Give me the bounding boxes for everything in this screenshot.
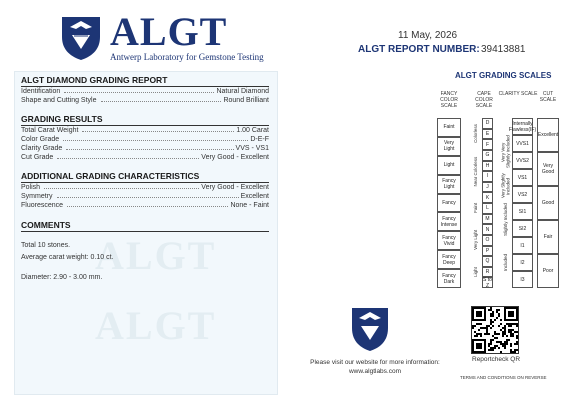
row-value: Natural Diamond (216, 88, 269, 95)
clarity-scale-header: CLARITY SCALE (498, 91, 538, 97)
cape-scale-cell: D (482, 118, 493, 129)
watermark-logo: ALGT (95, 233, 217, 278)
clarity-scale-cell: Internally Flawless(IF) (512, 118, 533, 135)
qr-code[interactable] (471, 306, 519, 354)
fancy-scale-cell: Fancy Intense (437, 212, 461, 231)
cape-scale-cell: E (482, 129, 493, 140)
terms-notice: TERMS AND CONDITIONS ON REVERSE (460, 375, 547, 380)
fancy-scale-cell: Faint (437, 118, 461, 137)
cape-scale-cell: K (482, 192, 493, 203)
additional-row (21, 202, 269, 209)
divider (21, 86, 269, 87)
website-link[interactable]: www.algtlabs.com (348, 368, 402, 375)
cape-scale-cell: P (482, 246, 493, 257)
fancy-scale-cell: Very Light (437, 137, 461, 156)
results-row (21, 136, 269, 143)
cape-scale-cell: J (482, 182, 493, 193)
row-label: Identification (21, 88, 61, 95)
results-row (21, 127, 269, 134)
cape-scale-cell: F (482, 139, 493, 150)
divider (21, 231, 269, 232)
row-value: VVS - VS1 (235, 145, 269, 152)
watermark-logo: ALGT (95, 303, 217, 348)
clarity-scale-cell: I1 (512, 237, 533, 254)
report-row (21, 88, 269, 95)
comment-line: Diameter: 2.90 - 3.00 mm. (21, 274, 103, 281)
scale-group-label: Light (473, 267, 478, 277)
brand-subtitle: Antwerp Laboratory for Gemstone Testing (110, 52, 264, 62)
report-number-label: ALGT REPORT NUMBER: (358, 44, 480, 55)
additional-row (21, 193, 269, 200)
algt-shield-logo (350, 306, 390, 352)
additional-title: ADDITIONAL GRADING CHARACTERISTICS (21, 171, 200, 181)
cape-scale-cell: M (482, 214, 493, 225)
clarity-scale-cell: VVS1 (512, 135, 533, 152)
row-label: Cut Grade (21, 154, 54, 161)
cape-scale-cell: Q (482, 256, 493, 267)
qr-label: Reportcheck QR (472, 356, 521, 363)
fancy-scale-cell: Fancy Vivid (437, 231, 461, 250)
scale-group-label: Included (503, 254, 508, 272)
results-row (21, 154, 269, 161)
grading-report-panel (14, 71, 278, 395)
cape-scale-cell: L (482, 203, 493, 214)
fancy-scale-cell: Fancy Deep (437, 250, 461, 269)
cape-scale-cell: O (482, 235, 493, 246)
row-label: Color Grade (21, 136, 60, 143)
divider (21, 182, 269, 183)
clarity-scale-cell: I3 (512, 271, 533, 288)
report-number: 39413881 (481, 44, 526, 55)
comment-line: Total 10 stones. (21, 242, 71, 249)
clarity-scale-cell: I2 (512, 254, 533, 271)
row-value: Very Good - Excellent (201, 184, 269, 191)
results-row (21, 145, 269, 152)
grading-scales-title: ALGT GRADING SCALES (455, 71, 552, 80)
clarity-scale-cell: SI1 (512, 203, 533, 220)
scale-group-label: Slightly Included (503, 203, 508, 237)
cut-scale-cell: Excellent (537, 118, 559, 152)
cut-scale-cell: Good (537, 186, 559, 220)
cape-scale-cell: I (482, 171, 493, 182)
cape-scale-cell: R (482, 267, 493, 278)
fancy-scale-cell: Fancy (437, 194, 461, 213)
row-value: None - Faint (230, 202, 269, 209)
clarity-scale-cell: SI2 (512, 220, 533, 237)
brand-wordmark: ALGT (110, 9, 228, 54)
fancy-scale-header: FANCY COLOR SCALE (440, 91, 458, 109)
fancy-scale-cell: Fancy Light (437, 175, 461, 194)
cape-scale-cell: N (482, 224, 493, 235)
cape-scale-header: CAPE COLOR SCALE (475, 91, 493, 109)
fancy-scale-cell: Fancy Dark (437, 269, 461, 288)
cut-scale-header: CUT SCALE (539, 91, 557, 103)
cut-scale-cell: Poor (537, 254, 559, 288)
report-row (21, 97, 269, 104)
cut-scale-cell: Very Good (537, 152, 559, 186)
additional-row (21, 184, 269, 191)
clarity-scale-cell: VS2 (512, 186, 533, 203)
scale-group-label: Colorless (473, 124, 478, 144)
cape-scale-cell: G (482, 150, 493, 161)
visit-text: Please visit our website for more information: (310, 359, 440, 366)
report-date: 11 May, 2026 (398, 30, 458, 41)
row-value: 1.00 Carat (236, 127, 269, 134)
comments-title: COMMENTS (21, 220, 71, 230)
cut-scale-cell: Fair (537, 220, 559, 254)
scale-group-label: Very Light (473, 230, 478, 251)
results-title: GRADING RESULTS (21, 114, 103, 124)
cape-scale-cell: S to Z (483, 276, 492, 289)
scale-group-label: Very Very Slightly Included (500, 135, 511, 169)
algt-shield-logo (60, 15, 102, 61)
scale-group-label: Faint (473, 203, 478, 214)
row-label: Polish (21, 184, 41, 191)
clarity-scale-cell: VS1 (512, 169, 533, 186)
divider (21, 125, 269, 126)
website-info (305, 358, 445, 376)
scale-group-label: Very Slightly Included (500, 173, 511, 199)
clarity-scale-cell: VVS2 (512, 152, 533, 169)
row-value: Round Brilliant (223, 97, 269, 104)
comment-line: Average carat weight: 0.10 ct. (21, 254, 114, 261)
row-value: D-E-F (250, 136, 269, 143)
fancy-scale-cell: Light (437, 156, 461, 175)
row-label: Symmetry (21, 193, 53, 200)
report-title: ALGT DIAMOND GRADING REPORT (21, 75, 168, 85)
row-label: Total Carat Weight (21, 127, 79, 134)
row-label: Fluorescence (21, 202, 64, 209)
cape-scale-cell: H (482, 161, 493, 172)
row-value: Very Good - Excellent (201, 154, 269, 161)
row-value: Excellent (240, 193, 269, 200)
row-label: Clarity Grade (21, 145, 63, 152)
scale-group-label: Near Colorless (473, 156, 478, 187)
row-label: Shape and Cutting Style (21, 97, 97, 104)
